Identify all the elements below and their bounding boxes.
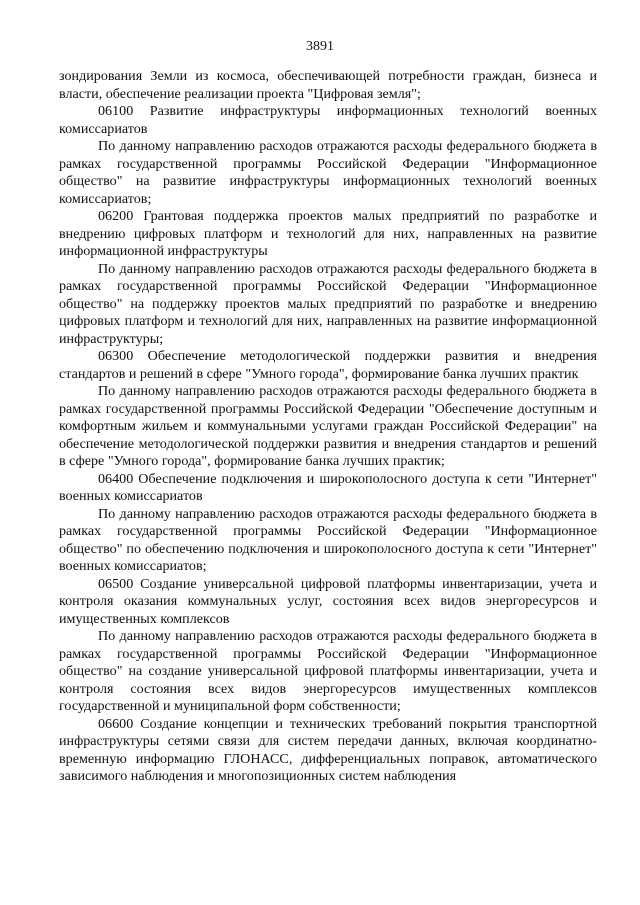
paragraph: зондирования Земли из космоса, обеспечивающей потребности граждан, бизнеса и власти, обеспечение реализации проекта "Цифровая земля"; [59, 68, 597, 102]
section-heading-06400: 06400 Обеспечение подключения и широкополосного доступа к сети "Интернет" военных комиссариатов [59, 470, 597, 504]
section-heading-06100: 06100 Развитие инфраструктуры информационных технологий военных комиссариатов [59, 103, 597, 137]
section-heading-06200: 06200 Грантовая поддержка проектов малых предприятий по разработке и внедрению цифровых платформ и технологий для них, направленных на развитие информационной инфраструктуры [59, 208, 597, 259]
paragraph: По данному направлению расходов отражаются расходы федерального бюджета в рамках государственной программы Российской Федерации "Информационное общество" на поддержку проектов малых предприятий по разработке и внедрению цифровых платформ и технологий для них, направленных на развитие информационной инфраструктуры; [59, 260, 597, 347]
document-body [59, 68, 597, 786]
section-heading-06300: 06300 Обеспечение методологической поддержки развития и внедрения стандартов и решений в сфере "Умного города", формирование банка лучших практик [59, 348, 597, 382]
paragraph: По данному направлению расходов отражаются расходы федерального бюджета в рамках государственной программы Российской Федерации "Обеспечение доступным и комфортным жильем и коммунальными услугами граждан Российской Федерации" на обеспечение методологической поддержки развития и внедрения стандартов и решений в сфере "Умного города", формирование банка лучших практик; [59, 383, 597, 469]
paragraph: По данному направлению расходов отражаются расходы федерального бюджета в рамках государственной программы Российской Федерации "Информационное общество" по обеспечению подключения и широкополосного доступа к сети "Интернет" военных комиссариатов; [59, 505, 597, 574]
paragraph: По данному направлению расходов отражаются расходы федерального бюджета в рамках государственной программы Российской Федерации "Информационное общество" на развитие инфраструктуры информационных технологий военных комиссариатов; [59, 138, 597, 207]
page-number: 3891 [306, 39, 334, 54]
section-heading-06500: 06500 Создание универсальной цифровой платформы инвентаризации, учета и контроля оказания коммунальных услуг, состояния всех видов энергоресурсов и имущественных комплексов [59, 575, 597, 627]
paragraph: По данному направлению расходов отражаются расходы федерального бюджета в рамках государственной программы Российской Федерации "Информационное общество" на создание универсальной цифровой платформы инвентаризации, учета и контроля состояния всех видов энергоресурсов имущественных комплексов государственной и муниципальной форм собственности; [59, 628, 597, 714]
section-heading-06600: 06600 Создание концепции и технических требований покрытия транспортной инфраструктуры сетями связи для систем передачи данных, включая координатно-временную информацию ГЛОНАСС, дифференциальных поправок, автоматического зависимого наблюдения и многопозиционных систем наблюдения [59, 715, 597, 784]
